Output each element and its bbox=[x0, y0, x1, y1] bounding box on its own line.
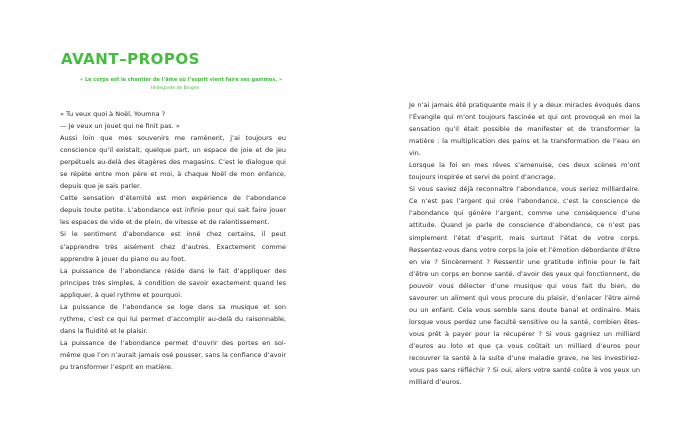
paragraph: Si vous saviez déjà reconnaître l’abondance, vous seriez milliardaire. Ce n’est pas l’argent qui crée l’abondance, c’est la conscience de l’abondance qui génère l’argent, comme une conséquence d’une attitude. Quand je parle de conscience d’abondance, ce n’est pas simplement l’état d’esprit, mais surtout l’état de votre corps. Ressentez-vous dans votre corps la joie et l’émotion débordante d’être en vie ? Sincèrement ? Ressentir une gratitude infinie pour le fait d’être un corps en bonne santé, d’avoir des yeux qui fonctionnent, de pouvoir vous délecter d’une musique qui vous fait du bien, de savourer un aliment qui vous procure du plaisir, d’enlacer l’être aimé ou un enfant. Cela vous semble sans doute banal et ordinaire. Mais lorsque vous perdez une faculté sensitive ou la santé, combien êtes-vous prêt à payer pour la récupérer ? Si vous gagniez un milliard d’euros au loto et que ça vous coûtait un milliard d’euros pour recouvrer la santé à la suite d’une maladie grave, ne les investiriez-vous pas sans réfléchir ? Si oui, alors votre santé coûte à vos yeux un milliard d’euros. bbox=[409, 185, 640, 387]
epigraph-quote: « Le corps est le chantier de l’âme où l’esprit vient faire ses gammes. » bbox=[80, 77, 283, 83]
paragraph: La puissance de l’abondance permet d’ouvrir des portes en soi-même que l’on n’aurait jamais osé pousser, sans la confiance d’avoir pu transformer l’esprit en matière. bbox=[60, 338, 286, 371]
paragraph: Cette sensation d’éternité est mon expérience de l’abondance depuis toute petite. L’abondance est infinie pour qui sait faire jouer les espaces de vide et de plein, de vitesse et de ralentissement. bbox=[60, 194, 286, 227]
left-text-column bbox=[60, 108, 286, 373]
paragraph: La puissance de l’abondance réside dans le fait d’appliquer des principes très simples, à condition de savoir exactement quand les appliquer, à quel rythme et pourquoi. bbox=[60, 266, 286, 299]
paragraph: La puissance de l’abondance se loge dans sa musique et son rythme, c’est ce qui lui permet d’accomplir au-delà du raisonnable, dans la fluidité et le plaisir. bbox=[60, 302, 286, 335]
paragraph: Aussi loin que mes souvenirs me ramènent, j’ai toujours eu conscience qu’il existait, quelque part, un espace de joie et de jeu perpétuels au-delà des étagères des magasins. C’est le dialogue qui se répète entre mon père et moi, à chaque Noël de mon enfance, depuis que je sais parler. bbox=[60, 134, 286, 191]
paragraph: Je n’ai jamais été pratiquante mais il y a deux miracles évoqués dans l’Évangile qui m’ont toujours fascinée et qui ont provoqué en moi la sensation qu’il était possible de manifester et de transformer la matière : la multiplication des pains et la transformation de l’eau en vin. bbox=[409, 101, 640, 158]
paragraph: — Je veux un jouet qui ne finit pas. » bbox=[60, 122, 180, 131]
paragraph: Lorsque la foi en mes rêves s’amenuise, ces deux scènes m’ont toujours inspirée et servi de point d’ancrage. bbox=[409, 161, 640, 182]
right-text-column bbox=[409, 99, 640, 388]
chapter-heading: AVANT–PROPOS bbox=[61, 50, 200, 68]
epigraph-author: Hildegarde de Bingen bbox=[150, 86, 200, 91]
paragraph: « Tu veux quoi à Noël, Youmna ? bbox=[60, 110, 166, 118]
paragraph: Si le sentiment d’abondance est inné chez certains, il peut s’apprendre très aisément chez d’autres. Exactement comme apprendre à jouer du piano ou au foot. bbox=[60, 230, 286, 263]
